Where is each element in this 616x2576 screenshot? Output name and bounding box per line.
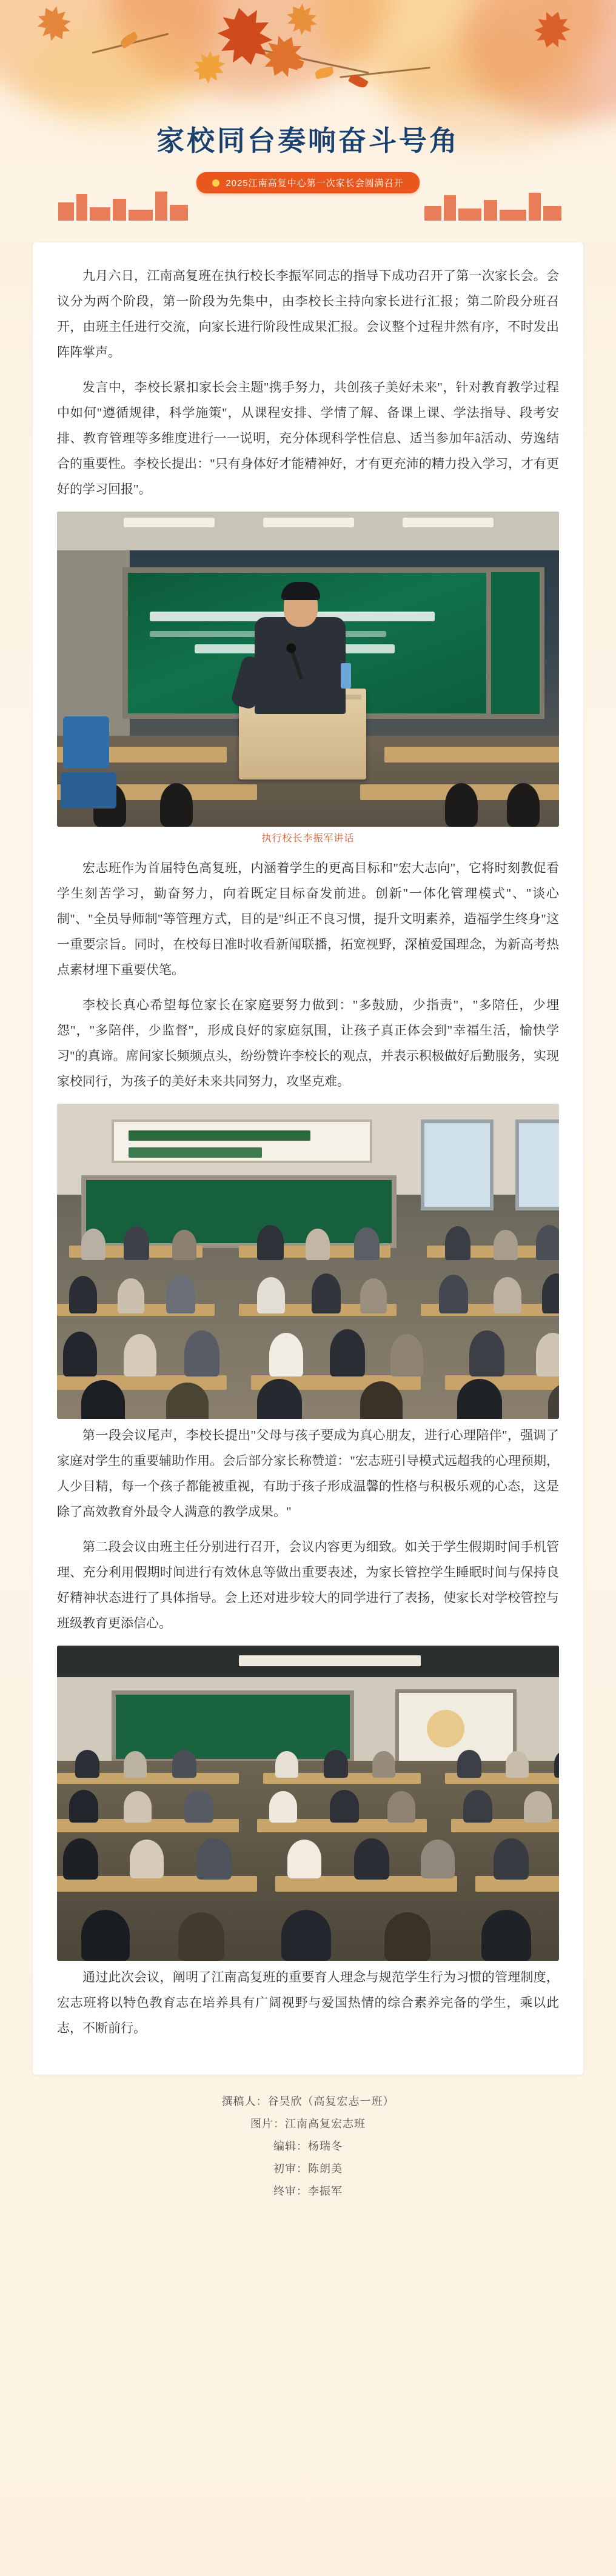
paragraph: 九月六日，江南高复班在执行校长李振军同志的指导下成功召开了第一次家长会。会议分为两个阶段，第一阶段为先集中，由李校长主持向家长进行汇报；第二阶段分班召开，由班主任进行交流，向家长进行阶段性成果汇报。会议整个过程井然有序，不时发出阵阵掌声。: [57, 269, 559, 359]
paragraph: 李校长真心希望每位家长在家庭要努力做到："多鼓励，少指责"，"多陪任，少埋怨"，"多陪伴，少监督"，形成良好的家庭氛围，让孩子真正体会到"幸福生活，愉快学习"的真谛。席间家长频频点头，纷纷赞许李校长的观点，并表示积极做好后勤服务，实现家校同行，为孩子的美好未来共同努力，攻坚克难。: [57, 998, 559, 1089]
paragraph: 发言中，李校长紧扣家长会主题"携手努力，共创孩子美好未来"，针对教育教学过程中如何"遵循规律，科学施策"，从课程安排、学情了解、备课上课、学法指导、段考安排、教育管理等多维度进行一一说明，充分体现科学性信息、适当参加年â活动、劳逸结合的重要性。李校长提出："只有身体好才能精神好，才有更充沛的精力投入学习，才有更好的学习回报"。: [57, 380, 559, 496]
credit-line: 终审：李振军: [273, 2184, 343, 2197]
credit-line: 编辑：杨瑞冬: [273, 2140, 343, 2152]
article-card: [33, 242, 583, 2075]
photo-parents-meeting: [57, 1104, 559, 1419]
photo-lecture-hall: [57, 1646, 559, 1961]
paragraph: 通过此次会议，阐明了江南高复班的重要育人理念与规范学生行为习惯的管理制度，宏志班将以特色教育志在培养具有广阔视野与爱国热情的综合素养完备的学生，乘以此志，不断前行。: [57, 1970, 559, 2035]
photo-principal-speech: [57, 512, 559, 827]
page-title: 家校同台奏响奋斗号角: [156, 125, 460, 156]
paragraph: 第二段会议由班主任分别进行召开，会议内容更为细致。如关于学生假期时间手机管理、充分利用假期时间进行有效休息等做出重要表述，为家长管控学生睡眠时间与保持良好精神状态进行了具体指导。会上还对进步较大的同学进行了表扬，使家长对学校管控与班级教育更添信心。: [57, 1540, 559, 1630]
credit-line: 初审：陈朗美: [273, 2162, 343, 2175]
credits-block: [33, 2090, 583, 2226]
projector-screen: [395, 1689, 517, 1764]
paragraph: 第一段会议尾声，李校长提出"父母与孩子要成为真心朋友，进行心理陪伴"，强调了家庭对学生的重要辅助作用。会后部分家长称赞道："宏志班引导模式远超我的心理预期，人少目精，每一个孩子都能被重视，有助于孩子形成温馨的性格与积极乐观的心态，这是除了高效教育外最令人满意的教学成果。": [57, 1428, 559, 1519]
skyline-icon: [0, 182, 616, 221]
credit-line: 撰稿人：谷昊欣（高复宏志一班）: [221, 2095, 395, 2107]
subtitle-text: 2025江南高复中心第一次家长会圆满召开: [226, 178, 404, 189]
photo-caption: 执行校长李振军讲话: [261, 833, 355, 844]
header-banner: [0, 0, 616, 242]
paragraph: 宏志班作为首届特色高复班，内涵着学生的更高目标和"宏大志向"，它将时刻教促看学生刻苦学习，勤奋努力，向着既定目标奋发前进。创新"一体化管理模式"、"谈心制"、"全员导师制"等管理方式，目的是"纠正不良习惯，提升文明素养，造福学生终身"这一重要宗旨。同时，在校每日准时收看新闻联播，拓宽视野，深植爱国理念，为新高考热点素材埋下重要伏笔。: [57, 861, 559, 977]
credit-line: 图片：江南高复宏志班: [250, 2117, 366, 2130]
